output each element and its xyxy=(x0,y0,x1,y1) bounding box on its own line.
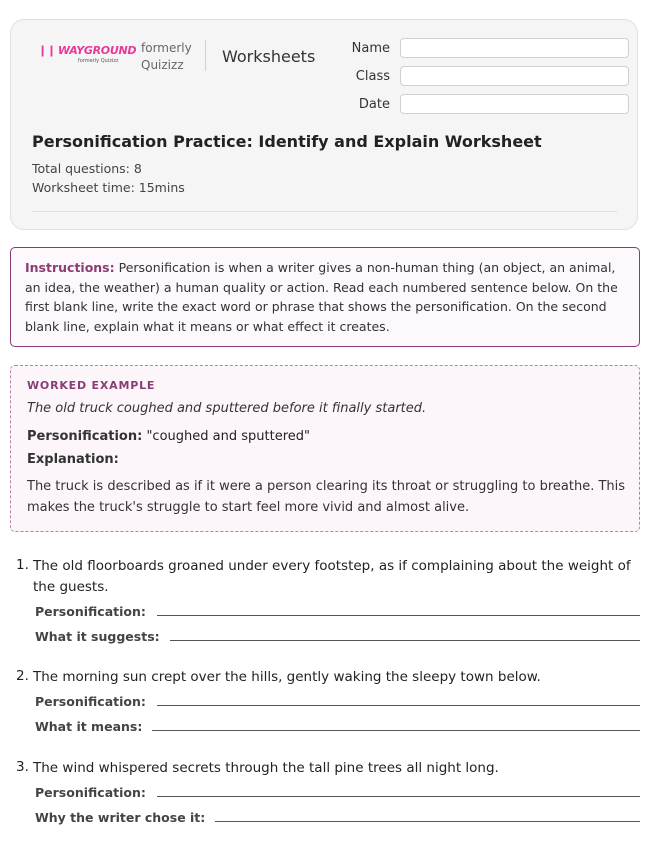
worked-example xyxy=(10,365,640,532)
section-title: Worksheets xyxy=(222,47,316,66)
logo-text: WAYGROUND xyxy=(57,44,137,57)
example-personification: Personification: "coughed and sputtered" xyxy=(27,429,310,444)
class-label: Class xyxy=(355,69,390,84)
logo-bars-icon: ❙❙ xyxy=(38,44,56,57)
header-separator xyxy=(32,211,617,212)
header-divider xyxy=(205,40,206,71)
date-field[interactable] xyxy=(400,94,629,114)
instructions-label: Instructions: xyxy=(25,260,115,275)
worksheet-time: Worksheet time: 15mins xyxy=(32,180,185,195)
worksheet-header xyxy=(10,19,638,230)
answer-line[interactable] xyxy=(170,640,640,641)
instructions-text: Personification is when a writer gives a non-human thing (an object, an animal, an idea, the weather) a human quality or action. Read each numbered sentence below. On the first blank line, write the exact word or phrase that shows the personification. On the second blank line, explain what it means or what effect it creates. xyxy=(25,260,618,334)
answer-label: What it suggests: xyxy=(35,629,160,644)
answer-label: Personification: xyxy=(35,694,146,709)
question-text: The old floorboards groaned under every footstep, as if complaining about the weight of the guests. xyxy=(33,558,631,595)
answer-label: What it means: xyxy=(35,719,143,734)
total-questions: Total questions: 8 xyxy=(32,161,142,176)
example-explanation-text: The truck is described as if it were a person clearing its throat or struggling to breathe. This makes the truck's struggle to start feel more vivid and almost alive. xyxy=(27,479,626,515)
example-heading: WORKED EXAMPLE xyxy=(27,379,156,392)
name-field[interactable] xyxy=(400,38,629,58)
answer-label: Personification: xyxy=(35,604,146,619)
instructions-box xyxy=(10,247,640,347)
name-label: Name xyxy=(351,41,390,56)
example-sentence: The old truck coughed and sputtered before it finally started. xyxy=(27,401,427,416)
question-number: 3. xyxy=(16,759,29,775)
answer-line[interactable] xyxy=(152,730,640,731)
date-label: Date xyxy=(358,97,390,112)
logo-subtext: formerly Quizizz xyxy=(78,58,119,64)
wayground-logo xyxy=(38,44,138,64)
formerly-quizizz: formerly Quizizz xyxy=(141,41,192,72)
answer-line[interactable] xyxy=(215,821,640,822)
answer-label: Why the writer chose it: xyxy=(35,810,206,825)
question-number: 1. xyxy=(16,557,29,573)
question-text: The morning sun crept over the hills, gently waking the sleepy town below. xyxy=(33,669,541,685)
answer-line[interactable] xyxy=(157,796,640,797)
answer-line[interactable] xyxy=(157,615,640,616)
answer-line[interactable] xyxy=(157,705,640,706)
class-field[interactable] xyxy=(400,66,629,86)
answer-label: Personification: xyxy=(35,785,146,800)
question-text: The wind whispered secrets through the tall pine trees all night long. xyxy=(33,760,499,776)
question-number: 2. xyxy=(16,668,29,684)
example-explanation-label: Explanation: xyxy=(27,452,119,467)
page-title: Personification Practice: Identify and Explain Worksheet xyxy=(32,132,542,151)
